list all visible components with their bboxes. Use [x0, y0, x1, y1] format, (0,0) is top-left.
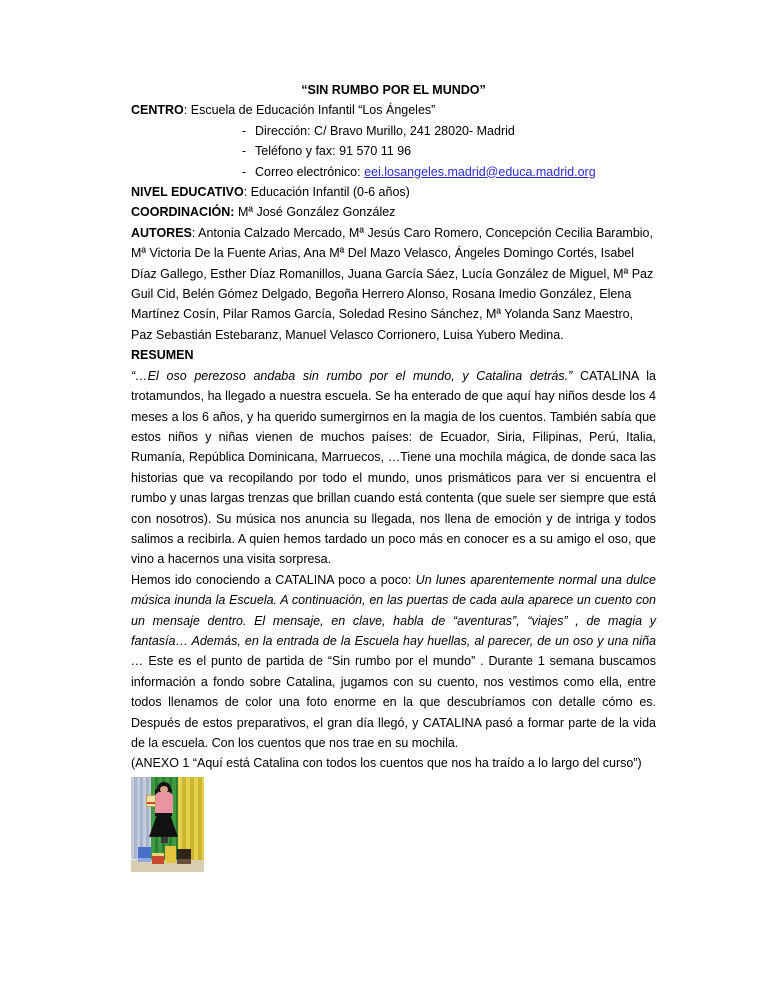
resumen-paragraph-2-lead: Hemos ido conociendo a CATALINA poco a poco: — [131, 572, 416, 587]
coordinacion-value: Mª José González González — [234, 205, 396, 220]
resumen-paragraph-2-italic: Un lunes aparentemente normal una dulce música inunda la Escuela. A continuación, en las puertas de cada aula aparece un cuento con un mensaje dentro. El mensaje, en clave, habla de “aventuras”, “viajes” , de magia y fantasía… Además, en la entrada de la Escuela hay huellas, al parecer, de un oso y una niña … — [131, 572, 656, 669]
storybook-pile — [177, 849, 191, 864]
centro-value: : Escuela de Educación Infantil “Los Ángeles” — [183, 103, 436, 118]
bullet-correo — [131, 162, 656, 182]
resumen-paragraph-2-text: Este es el punto de partida de “Sin rumbo por el mundo” . Durante 1 semana buscamos información a fondo sobre Catalina, jugamos con su cuento, nos vestimos como ella, entre todos llenamos de color una foto enorme en la que descubríamos con detalle cómo es. Después de estos preparativos, el gran día llegó, y CATALINA pasó a formar parte de la vida de la escuela. Con los cuentos que nos trae en su mochila. — [131, 654, 656, 750]
resumen-paragraph-1 — [131, 366, 656, 570]
bullet-direccion — [131, 121, 656, 141]
direccion-text: Dirección: C/ Bravo Murillo, 241 28020- Madrid — [255, 123, 515, 138]
resumen-paragraph-1-text: CATALINA la trotamundos, ha llegado a nuestra escuela. Se ha enterado de que aquí hay niños desde los 4 meses a los 6 años, y ha querido sumergirnos en la magia de los cuentos. También sabía que estos niños y niñas vienen de muchos países: de Ecuador, Siria, Filipinas, Perú, Italia, Rumanía, República Dominicana, Marruecos, …Tiene una mochila mágica, de donde saca las historias que va recopilando por todo el mundo, unos prismáticos para ver si encuentra el rumbo y unas largas trenzas que brillan cuando está contenta (que suele ser siempre que está con nosotros). Su música nos anuncia su llegada, nos llena de emoción y de intriga y todos salimos a recibirla. A quien hemos tardado un poco más en conocer es a su amigo el oso, que vino a hacernos una visita sorpresa. — [131, 368, 656, 567]
bullet-dash-icon: - — [242, 123, 247, 138]
bullet-dash-icon: - — [242, 144, 247, 159]
bullet-telefono — [131, 141, 656, 161]
correo-line — [255, 162, 596, 182]
resumen-heading — [131, 345, 656, 365]
correo-prefix: Correo electrónico: — [255, 164, 365, 179]
document-title: “SIN RUMBO POR EL MUNDO” — [301, 83, 486, 97]
document-page — [131, 80, 656, 872]
bullet-dash-icon: - — [242, 164, 247, 179]
nivel-label: NIVEL EDUCATIVO — [131, 185, 244, 200]
nivel-value: : Educación Infantil (0-6 años) — [243, 185, 410, 200]
autores-paragraph — [131, 223, 656, 345]
coordinacion-line — [131, 202, 656, 222]
storybook-in-hand — [146, 795, 156, 807]
coordinacion-label: COORDINACIÓN: — [131, 205, 235, 220]
storybook-pile — [138, 847, 151, 862]
nivel-line — [131, 182, 656, 202]
telefono-text: Teléfono y fax: 91 570 11 96 — [255, 144, 412, 159]
autores-label: AUTORES — [131, 225, 192, 240]
email-link[interactable]: eei.losangeles.madrid@educa.madrid.org — [364, 164, 596, 179]
storybook-pile — [165, 846, 176, 863]
resumen-paragraph-2 — [131, 570, 656, 754]
catalina-photo — [131, 777, 204, 872]
autores-value: : Antonia Calzado Mercado, Mª Jesús Caro Romero, Concepción Cecilia Barambio, Mª Victoria De la Fuente Arias, Ana Mª Del Mazo Velasco, Ángeles Domingo Cortés, Isabel Díaz Gallego, Esther Díaz Romanillos, Juana García Sáez, Lucía González de Miguel, Mª Paz Guil Cid, Belén Gómez Delgado, Begoña Herrero Alonso, Rosana Imedio González, Elena Martínez Cosín, Pilar Ramos García, Soledad Resino Sánchez, Mª Yolanda Sanz Maestro, Paz Sebastián Estebaranz, Manuel Velasco Corrionero, Luisa Yubero Medina. — [131, 225, 654, 342]
centro-line — [131, 100, 656, 120]
resumen-quote: “…El oso perezoso andaba sin rumbo por el mundo, y Catalina detrás.” — [131, 368, 573, 383]
catalina-legs — [161, 837, 168, 843]
centro-label: CENTRO — [131, 103, 184, 118]
resumen-heading-label: RESUMEN — [131, 348, 194, 363]
catalina-sweater — [155, 792, 173, 813]
anexo-note: (ANEXO 1 “Aquí está Catalina con todos los cuentos que nos ha traído a lo largo del curso”) — [131, 756, 642, 771]
storybook-pile — [152, 853, 164, 864]
